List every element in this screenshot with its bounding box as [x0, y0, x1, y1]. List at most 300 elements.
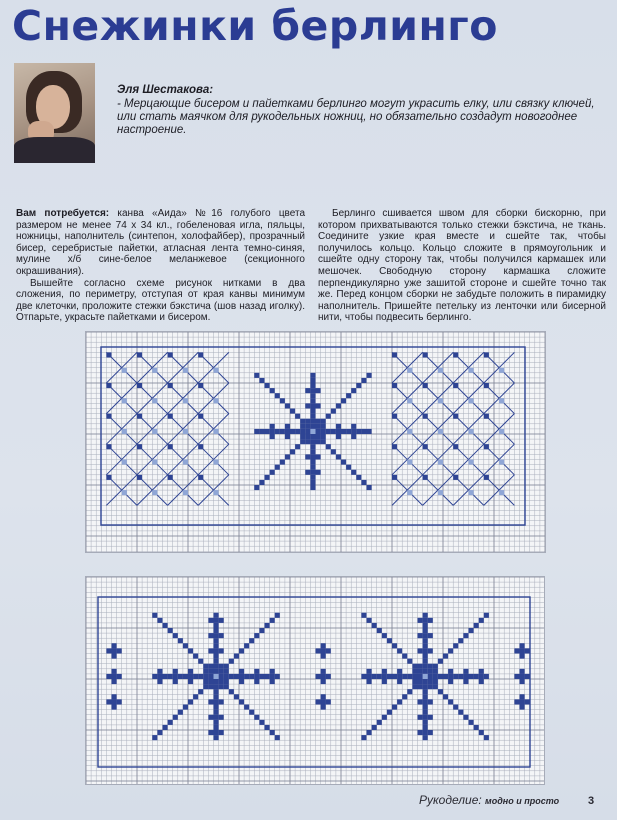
snowflake-left [254, 679, 259, 684]
snowflake-center [326, 414, 331, 419]
snowflake-left [157, 674, 162, 679]
snowflake-left [173, 669, 178, 674]
snowflake-center [270, 388, 275, 393]
snowflake-center [300, 419, 305, 424]
snowflake-right [423, 735, 428, 740]
snowflake-left [265, 674, 270, 679]
snowflake-center [310, 383, 315, 388]
snowflake-center [310, 444, 315, 449]
snowflake-left [239, 669, 244, 674]
snowflake-left [214, 705, 219, 710]
snowflake-left [214, 689, 219, 694]
snowflake-right [469, 628, 474, 633]
magazine-name: Рукоделие: [419, 793, 482, 807]
lattice-left-bead [183, 398, 188, 403]
snowflake-left [214, 725, 219, 730]
snowflake-right [402, 674, 407, 679]
snowflake-center [259, 480, 264, 485]
snowflake-center [351, 424, 356, 429]
snowflake-right [377, 720, 382, 725]
snowflake-left [152, 674, 157, 679]
snowflake-center [367, 429, 372, 434]
snowflake-center [367, 373, 372, 378]
lattice-right-bead [438, 398, 443, 403]
snowflake-right [418, 679, 423, 684]
mini-star [321, 694, 326, 699]
snowflake-center [310, 485, 315, 490]
snowflake-center [336, 454, 341, 459]
snowflake-center [310, 378, 315, 383]
snowflake-center [356, 429, 361, 434]
snowflake-right [377, 628, 382, 633]
snowflake-left [208, 699, 213, 704]
lattice-left-bead [183, 368, 188, 373]
snowflake-right [453, 674, 458, 679]
snowflake-right [423, 664, 428, 669]
snowflake-left [183, 643, 188, 648]
snowflake-left [249, 710, 254, 715]
snowflake-center [351, 429, 356, 434]
snowflake-left [163, 725, 168, 730]
snowflake-right [367, 674, 372, 679]
snowflake-center [367, 485, 372, 490]
lattice-left-node [106, 383, 111, 388]
snowflake-center [351, 470, 356, 475]
snowflake-left [275, 674, 280, 679]
lattice-left-node [137, 475, 142, 480]
snowflake-right [423, 659, 428, 664]
mini-star [520, 705, 525, 710]
mini-star [326, 648, 331, 653]
snowflake-left [219, 679, 224, 684]
snowflake-left [214, 669, 219, 674]
mini-star [514, 674, 519, 679]
lattice-left-bead [122, 368, 127, 373]
snowflake-left [178, 674, 183, 679]
snowflake-center [305, 429, 310, 434]
lattice-left-node [198, 383, 203, 388]
snowflake-right [418, 648, 423, 653]
snowflake-left [208, 684, 213, 689]
mini-star [520, 694, 525, 699]
lattice-right-node [392, 383, 397, 388]
snowflake-left [265, 623, 270, 628]
snowflake-left [214, 664, 219, 669]
snowflake-center [316, 434, 321, 439]
snowflake-right [484, 674, 489, 679]
lattice-left-node [168, 414, 173, 419]
snowflake-right [423, 654, 428, 659]
snowflake-center [290, 429, 295, 434]
snowflake-left [208, 648, 213, 653]
lattice-right-bead [407, 398, 412, 403]
snowflake-center [280, 398, 285, 403]
snowflake-right [382, 674, 387, 679]
lattice-left-node [198, 475, 203, 480]
lattice-right-bead [438, 460, 443, 465]
snowflake-center [265, 475, 270, 480]
snowflake-center [305, 439, 310, 444]
snowflake-left [214, 679, 219, 684]
snowflake-right [448, 648, 453, 653]
snowflake-left [214, 628, 219, 633]
snowflake-left [193, 654, 198, 659]
snowflake-right [428, 715, 433, 720]
snowflake-right [418, 664, 423, 669]
mini-star [112, 669, 117, 674]
snowflake-left [214, 699, 219, 704]
snowflake-left [168, 720, 173, 725]
snowflake-left [183, 705, 188, 710]
snowflake-left [183, 674, 188, 679]
materials-paragraph [16, 208, 305, 278]
snowflake-center [310, 454, 315, 459]
snowflake-left [224, 684, 229, 689]
snowflake-left [224, 669, 229, 674]
snowflake-left [244, 674, 249, 679]
snowflake-right [448, 679, 453, 684]
snowflake-right [448, 699, 453, 704]
lattice-left-node [137, 414, 142, 419]
lattice-right-node [423, 383, 428, 388]
snowflake-left [214, 623, 219, 628]
snowflake-right [423, 694, 428, 699]
snowflake-center [326, 444, 331, 449]
snowflake-right [423, 669, 428, 674]
snowflake-center [305, 434, 310, 439]
lattice-right-node [392, 475, 397, 480]
snowflake-left [157, 669, 162, 674]
snowflake-center [270, 470, 275, 475]
snowflake-right [423, 710, 428, 715]
magazine-tagline: модно и просто [485, 796, 560, 806]
snowflake-left [239, 648, 244, 653]
snowflake-right [463, 674, 468, 679]
snowflake-right [397, 669, 402, 674]
mini-star [117, 699, 122, 704]
materials-column [16, 208, 305, 324]
snowflake-right [412, 664, 417, 669]
snowflake-left [219, 699, 224, 704]
snowflake-center-bead [310, 429, 315, 434]
snowflake-left [224, 664, 229, 669]
mini-star [321, 705, 326, 710]
snowflake-left [188, 699, 193, 704]
snowflake-right [428, 684, 433, 689]
lattice-left-bead [214, 368, 219, 373]
snowflake-right [423, 633, 428, 638]
snowflake-left [214, 710, 219, 715]
snowflake-center [341, 398, 346, 403]
snowflake-center [361, 378, 366, 383]
mini-star [316, 648, 321, 653]
snowflake-right [372, 674, 377, 679]
mini-star [321, 654, 326, 659]
snowflake-left [157, 618, 162, 623]
snowflake-left [254, 715, 259, 720]
snowflake-left [198, 689, 203, 694]
snowflake-right [382, 715, 387, 720]
snowflake-right [428, 618, 433, 623]
mini-star [520, 648, 525, 653]
snowflake-left [244, 705, 249, 710]
snowflake-left [224, 679, 229, 684]
mini-star [117, 674, 122, 679]
snowflake-left [168, 674, 173, 679]
mini-star [520, 669, 525, 674]
snowflake-right [407, 659, 412, 664]
snowflake-center [310, 460, 315, 465]
lattice-right-node [392, 352, 397, 357]
snowflake-left [198, 659, 203, 664]
snowflake-right [463, 633, 468, 638]
snowflake-right [407, 674, 412, 679]
snowflake-right [428, 679, 433, 684]
snowflake-left [229, 674, 234, 679]
lattice-left-node [198, 352, 203, 357]
lattice-right-node [453, 475, 458, 480]
snowflake-right [418, 633, 423, 638]
snowflake-left [214, 643, 219, 648]
lattice-left-node [106, 352, 111, 357]
lattice-left-node [137, 352, 142, 357]
snowflake-center [321, 424, 326, 429]
snowflake-center [310, 414, 315, 419]
snowflake-center [300, 424, 305, 429]
snowflake-left [234, 694, 239, 699]
snowflake-right [392, 674, 397, 679]
lattice-right-bead [499, 460, 504, 465]
snowflake-right [382, 669, 387, 674]
lattice-right-bead [407, 460, 412, 465]
lattice-right-bead [469, 460, 474, 465]
snowflake-left [178, 710, 183, 715]
snowflake-left [188, 669, 193, 674]
snowflake-left [219, 674, 224, 679]
snowflake-center [305, 454, 310, 459]
mini-star [112, 674, 117, 679]
mini-star [321, 669, 326, 674]
snowflake-center [310, 449, 315, 454]
snowflake-center [310, 373, 315, 378]
lattice-left-node [168, 352, 173, 357]
snowflake-right [443, 674, 448, 679]
mini-star [520, 654, 525, 659]
lattice-left-bead [122, 460, 127, 465]
snowflake-right [367, 669, 372, 674]
snowflake-center [270, 429, 275, 434]
lattice-right-bead [499, 368, 504, 373]
lattice-left-bead [152, 460, 157, 465]
lattice-right-bead [438, 490, 443, 495]
snowflake-center [310, 398, 315, 403]
snowflake-right [423, 689, 428, 694]
snowflake-center [290, 409, 295, 414]
lattice-left-bead [152, 429, 157, 434]
lattice-right-bead [407, 368, 412, 373]
snowflake-left [254, 674, 259, 679]
snowflake-center [275, 429, 280, 434]
snowflake-center [331, 409, 336, 414]
snowflake-center [351, 434, 356, 439]
mini-star [112, 643, 117, 648]
snowflake-left [219, 669, 224, 674]
snowflake-right [448, 669, 453, 674]
snowflake-right [479, 679, 484, 684]
lattice-right-node [453, 444, 458, 449]
snowflake-right [438, 674, 443, 679]
snowflake-left [219, 618, 224, 623]
assembly-column [318, 208, 606, 324]
snowflake-right [423, 618, 428, 623]
assembly-instructions: Берлинго сшивается швом для сборки бискорню, при котором прихватываются только стежки бэкстича, не ткань. Соедините узкие края вместе и сшейте так, чтобы получилось кольцо. Кольцо сложите в прямоугольник и сшейте одну сторону так, чтобы получился кармашек или мешочек. Свободную сторону кармашка сложите перпендикулярно уже зашитой стороне и сшейте точно так же. Перед концом сборки не забудьте положить в пирамидку наполнитель. Пришейте петельку из ленточки или бисерной нити, чтобы подвесить берлинго. [318, 208, 606, 324]
snowflake-center [300, 434, 305, 439]
lattice-left-bead [214, 398, 219, 403]
snowflake-right [361, 613, 366, 618]
snowflake-left [219, 730, 224, 735]
lattice-right-bead [499, 429, 504, 434]
snowflake-left [214, 684, 219, 689]
snowflake-right [402, 694, 407, 699]
mini-star [112, 705, 117, 710]
snowflake-left [214, 654, 219, 659]
snowflake-center [341, 460, 346, 465]
snowflake-right [463, 679, 468, 684]
snowflake-right [397, 699, 402, 704]
snowflake-right [367, 679, 372, 684]
snowflake-left [163, 674, 168, 679]
snowflake-left [214, 720, 219, 725]
chart-bottom-svg [86, 577, 544, 784]
page-title: Снежинки берлинго [12, 2, 498, 50]
snowflake-center [326, 429, 331, 434]
snowflake-center [280, 429, 285, 434]
snowflake-left [270, 679, 275, 684]
snowflake-right [382, 679, 387, 684]
mini-star [321, 699, 326, 704]
snowflake-center [331, 429, 336, 434]
chart-top-svg [86, 332, 545, 552]
snowflake-right [448, 674, 453, 679]
snowflake-left [157, 679, 162, 684]
snowflake-center [361, 480, 366, 485]
snowflake-right [458, 710, 463, 715]
snowflake-center [316, 470, 321, 475]
snowflake-right [412, 674, 417, 679]
mini-star [525, 674, 530, 679]
snowflake-right [361, 674, 366, 679]
snowflake-left [214, 648, 219, 653]
snowflake-left [270, 669, 275, 674]
snowflake-center [254, 429, 259, 434]
snowflake-right [438, 689, 443, 694]
snowflake-left [214, 613, 219, 618]
snowflake-center [310, 475, 315, 480]
snowflake-right [423, 699, 428, 704]
snowflake-right [484, 613, 489, 618]
snowflake-left [203, 669, 208, 674]
snowflake-right [423, 705, 428, 710]
snowflake-center [310, 403, 315, 408]
snowflake-right [423, 715, 428, 720]
snowflake-left [275, 735, 280, 740]
snowflake-center [285, 429, 290, 434]
snowflake-left [173, 633, 178, 638]
snowflake-left [188, 648, 193, 653]
snowflake-left [219, 715, 224, 720]
snowflake-center [275, 393, 280, 398]
lattice-right-node [423, 475, 428, 480]
snowflake-left [214, 659, 219, 664]
mini-star [321, 643, 326, 648]
snowflake-right [418, 674, 423, 679]
snowflake-right [397, 679, 402, 684]
snowflake-right [418, 618, 423, 623]
lattice-left-node [168, 475, 173, 480]
snowflake-right [423, 679, 428, 684]
snowflake-right [474, 674, 479, 679]
lattice-right-bead [469, 368, 474, 373]
snowflake-center [310, 480, 315, 485]
snowflake-center [321, 429, 326, 434]
snowflake-right [418, 699, 423, 704]
snowflake-right [392, 643, 397, 648]
snowflake-left [208, 618, 213, 623]
snowflake-center [310, 419, 315, 424]
snowflake-center [259, 429, 264, 434]
snowflake-center [265, 429, 270, 434]
snowflake-right [463, 715, 468, 720]
photo-shirt [14, 137, 95, 163]
lattice-right-node [484, 444, 489, 449]
magazine-footer [419, 793, 559, 807]
materials-lead: Вам потребуется: [16, 208, 110, 219]
lattice-right-node [484, 383, 489, 388]
snowflake-center [310, 470, 315, 475]
snowflake-right [479, 674, 484, 679]
snowflake-right [418, 730, 423, 735]
snowflake-center [316, 429, 321, 434]
snowflake-right [377, 674, 382, 679]
snowflake-center [290, 449, 295, 454]
mini-star [520, 699, 525, 704]
mini-star [321, 674, 326, 679]
snowflake-center [316, 454, 321, 459]
snowflake-right [428, 730, 433, 735]
snowflake-center [285, 434, 290, 439]
mini-star [520, 674, 525, 679]
lattice-left-bead [183, 429, 188, 434]
snowflake-right [428, 669, 433, 674]
lattice-left-node [168, 444, 173, 449]
snowflake-left [214, 618, 219, 623]
snowflake-right [387, 638, 392, 643]
snowflake-right [423, 648, 428, 653]
snowflake-center [346, 465, 351, 470]
snowflake-center [316, 439, 321, 444]
mini-star [514, 648, 519, 653]
lattice-left-node [198, 414, 203, 419]
lattice-right-node [484, 414, 489, 419]
snowflake-center [259, 378, 264, 383]
snowflake-center [280, 460, 285, 465]
snowflake-left [234, 654, 239, 659]
lattice-right-bead [469, 398, 474, 403]
lattice-right-bead [469, 490, 474, 495]
snowflake-left [229, 689, 234, 694]
snowflake-left [254, 669, 259, 674]
snowflake-left [203, 684, 208, 689]
